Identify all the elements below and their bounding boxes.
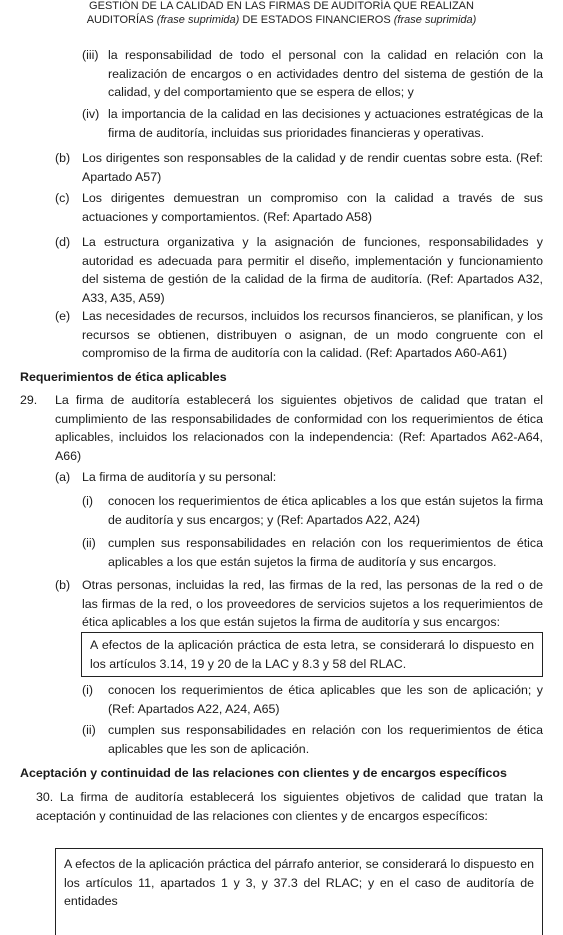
header-line-1: GESTIÓN DE LA CALIDAD EN LAS FIRMAS DE AUDITORÍA QUE REALIZAN — [89, 0, 474, 12]
item-29b-ii-text: cumplen sus responsabilidades en relación con los requerimientos de ética aplicables que les son de aplicación. — [108, 723, 543, 756]
note-box-acceptance-text: A efectos de la aplicación práctica del párrafo anterior, se considerará lo dispuesto en los artículos 11, apartados 1 y 3, y 37.3 del RLAC; y en el caso de auditoría de entidades — [64, 857, 534, 909]
item-d-label: (d) — [55, 235, 71, 249]
item-29a-i-label: (i) — [82, 494, 94, 508]
note-box-ethics — [81, 632, 543, 677]
item-d-text: La estructura organizativa y la asignación de funciones, responsabilidades y autoridad es adecuada para permitir el diseño, implementación y funcionamiento del sistema de gestión de la calidad de la firma de auditoría. (Ref: Apartados A32, A33, A35, A59) — [82, 235, 543, 305]
item-29b-i-label: (i) — [82, 683, 94, 697]
section-heading-acceptance: Aceptación y continuidad de las relaciones con clientes y de encargos específicos — [20, 766, 507, 780]
item-b-label: (b) — [55, 151, 71, 165]
item-iii-label: (iii) — [82, 48, 99, 62]
item-c-text: Los dirigentes demuestran un compromiso con la calidad a través de sus actuaciones y comportamientos. (Ref: Apartado A58) — [82, 191, 543, 224]
item-29a-ii-text: cumplen sus responsabilidades en relación con los requerimientos de ética aplicables a los que están sujetos la firma de auditoría y sus encargos. — [108, 536, 543, 569]
header-line-2: AUDITORÍAS (frase suprimida) DE ESTADOS FINANCIEROS (frase suprimida) — [86, 13, 477, 26]
page-header — [0, 0, 563, 27]
item-29a-ii-label: (ii) — [82, 536, 96, 550]
item-e-label: (e) — [55, 309, 71, 323]
item-b-text: Los dirigentes son responsables de la calidad y de rendir cuentas sobre esta. (Ref: Apartado A57) — [82, 151, 543, 184]
item-iii-text: la responsabilidad de todo el personal con la calidad en relación con la realización de encargos o en actividades dentro del sistema de gestión de la calidad, y del comportamiento que se espera de ellos; y — [108, 48, 543, 100]
paragraph-30-text: La firma de auditoría establecerá los siguientes objetivos de calidad que tratan la aceptación y continuidad de las relaciones con clientes y de encargos específicos: — [36, 790, 543, 823]
section-heading-ethics: Requerimientos de ética aplicables — [20, 370, 227, 384]
item-e-text: Las necesidades de recursos, incluidos los recursos financieros, se planifican, y los recursos se obtienen, distribuyen o asignan, de un modo congruente con el compromiso de la firma de auditoría con la calidad. (Ref: Apartados A60-A61) — [82, 309, 543, 361]
item-iv-text: la importancia de la calidad en las decisiones y actuaciones estratégicas de la firma de auditoría, incluidas sus prioridades financieras y operativas. — [108, 107, 543, 140]
paragraph-30 — [36, 788, 543, 825]
paragraph-29-text: La firma de auditoría establecerá los siguientes objetivos de calidad que tratan el cumplimiento de las responsabilidades de conformidad con los requerimientos de ética aplicables, incluidos los relacionados con la independencia: (Ref: Apartados A62-A64, A66) — [55, 393, 543, 463]
item-iv-label: (iv) — [82, 107, 100, 121]
item-29a-text: La firma de auditoría y su personal: — [82, 470, 277, 484]
item-29b-i-text: conocen los requerimientos de ética aplicables que les son de aplicación; y (Ref: Apartados A22, A24, A65) — [108, 683, 543, 716]
paragraph-29-number: 29. — [20, 393, 38, 407]
paragraph-30-number: 30. — [36, 790, 54, 804]
note-box-ethics-text: A efectos de la aplicación práctica de esta letra, se considerará lo dispuesto en los artículos 3.14, 19 y 20 de la LAC y 8.3 y 58 del RLAC. — [90, 638, 534, 671]
item-29b-text: Otras personas, incluidas la red, las firmas de la red, las personas de la red o de las firmas de la red, o los proveedores de servicios sujetos a los requerimientos de ética aplicables a los que están sujetos la firma de auditoría y sus encargos: — [82, 578, 543, 630]
item-29a-i-text: conocen los requerimientos de ética aplicables a los que están sujetos la firma de auditoría y sus encargos; y (Ref: Apartados A22, A24) — [108, 494, 543, 527]
item-29a-label: (a) — [55, 470, 71, 484]
item-29b-label: (b) — [55, 578, 71, 592]
note-box-acceptance — [55, 848, 543, 935]
item-c-label: (c) — [55, 191, 70, 205]
item-29b-ii-label: (ii) — [82, 723, 96, 737]
